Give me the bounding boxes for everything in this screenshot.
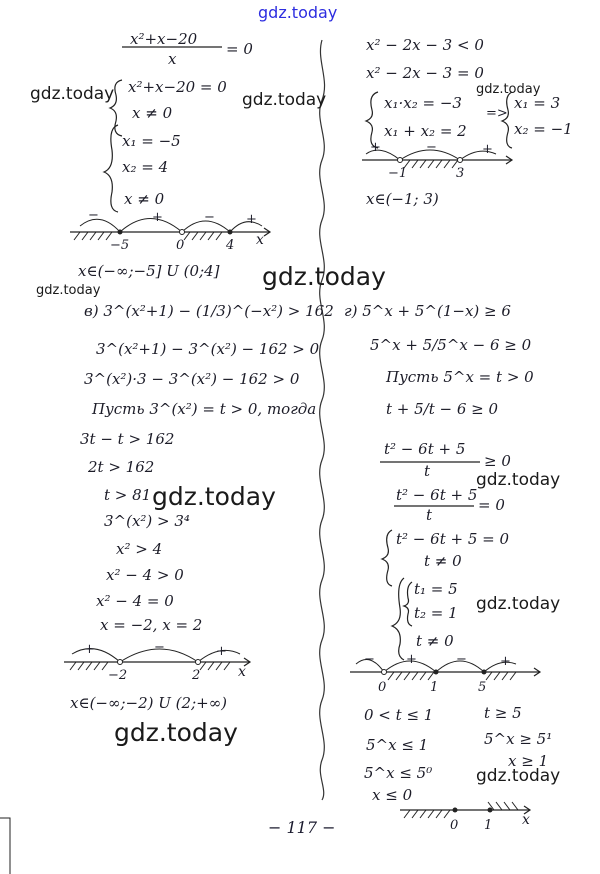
tick-label: −1: [388, 166, 408, 181]
fraction-rhs: ≥ 0: [484, 452, 511, 470]
tick-label: 4: [226, 238, 235, 253]
fraction-numerator: t² − 6t + 5: [396, 486, 478, 504]
system-line: t ≠ 0: [424, 552, 462, 570]
interval-arcs: [80, 219, 262, 233]
fraction-denominator: t: [424, 462, 431, 480]
sign-label: −: [456, 652, 467, 667]
root-line: x₁ = 3: [514, 94, 561, 112]
case-line: x ≤ 0: [372, 786, 413, 804]
equation-numerator: x²+x−20: [130, 30, 198, 48]
inequality: x² − 2x − 3 < 0: [366, 36, 484, 54]
hatching: [74, 232, 222, 240]
tick-label: 0: [176, 238, 185, 253]
sign-label: +: [216, 644, 227, 659]
system-line: t² − 6t + 5 = 0: [396, 530, 510, 548]
watermark: gdz.today: [262, 262, 386, 291]
watermark: gdz.today: [36, 283, 101, 298]
answer: x∈(−∞;−2) U (2;+∞): [70, 694, 228, 712]
hatching: [388, 672, 516, 680]
equation-denominator: x: [168, 50, 177, 68]
step-line: 5^x + 5/5^x − 6 ≥ 0: [370, 336, 532, 354]
step-line: x² − 4 = 0: [96, 592, 174, 610]
answer: x∈(−1; 3): [366, 190, 439, 208]
substitution-line: Пусть 5^x = t > 0: [386, 368, 534, 386]
tick-label: 1: [430, 680, 439, 695]
equation: x² − 2x − 3 = 0: [366, 64, 484, 82]
system-line: x²+x−20 = 0: [128, 78, 227, 96]
sign-label: −: [154, 640, 165, 655]
fraction-numerator: t² − 6t + 5: [384, 440, 466, 458]
step-line: 3t − t > 162: [80, 430, 175, 448]
case-line: 5^x ≤ 1: [366, 736, 429, 754]
problem-statement: в) 3^(x²+1) − (1/3)^(−x²) > 162: [84, 302, 334, 320]
sign-label: −: [88, 208, 99, 223]
tick-label: 5: [478, 680, 487, 695]
case-line: x ≥ 1: [508, 752, 549, 770]
step-line: t > 81: [104, 486, 152, 504]
sign-label: +: [246, 212, 257, 227]
page-number: − 117 −: [268, 818, 336, 837]
sign-label: +: [152, 210, 163, 225]
step-line: x² − 4 > 0: [106, 566, 184, 584]
vieta-line: x₁ + x₂ = 2: [384, 122, 467, 140]
hatching: [404, 160, 458, 168]
roots-line: x = −2, x = 2: [100, 616, 203, 634]
watermark-top: gdz.today: [258, 3, 338, 22]
fraction-rhs: = 0: [478, 496, 505, 514]
tick-label: −5: [110, 238, 130, 253]
problem-statement: г) 5^x + 5^(1−x) ≥ 6: [344, 302, 511, 320]
root-line: x₁ = −5: [122, 132, 181, 150]
column-divider: [320, 40, 325, 800]
sign-label: −: [364, 652, 375, 667]
system-brace: [104, 125, 118, 212]
step-line: x² > 4: [116, 540, 163, 558]
system-brace: [392, 578, 404, 660]
tick-label: 0: [450, 818, 459, 833]
watermark: gdz.today: [114, 718, 238, 747]
vieta-line: x₁·x₂ = −3: [384, 94, 462, 112]
hatching: [70, 662, 230, 670]
condition-line: t ≠ 0: [416, 632, 454, 650]
step-line: 3^(x²)·3 − 3^(x²) − 162 > 0: [84, 370, 300, 388]
tick-label: 1: [484, 818, 493, 833]
case-line: t ≥ 5: [484, 704, 522, 722]
tick-label: 2: [192, 668, 201, 683]
case-line: 0 < t ≤ 1: [364, 706, 434, 724]
sign-label: +: [406, 652, 417, 667]
condition-line: x ≠ 0: [124, 190, 165, 208]
watermark: gdz.today: [30, 84, 115, 104]
watermark: gdz.today: [476, 82, 541, 97]
step-line: t + 5/t − 6 ≥ 0: [386, 400, 499, 418]
watermark: gdz.today: [476, 594, 561, 614]
system-brace: [382, 530, 392, 586]
case-line: 5^x ≥ 5¹: [484, 730, 553, 748]
sign-label: +: [84, 642, 95, 657]
step-line: 2t > 162: [88, 458, 155, 476]
sign-label: +: [482, 142, 493, 157]
tick-label: 3: [456, 166, 465, 181]
root-line: t₁ = 5: [414, 580, 458, 598]
axis-var: x: [256, 232, 264, 248]
substitution-line: Пусть 3^(x²) = t > 0, тогда: [92, 400, 317, 418]
case-line: 5^x ≤ 5⁰: [364, 764, 433, 782]
answer: x∈(−∞;−5] U (0;4]: [78, 262, 220, 280]
implies: =>: [486, 106, 508, 121]
system-line: x ≠ 0: [132, 104, 173, 122]
watermark: gdz.today: [242, 90, 327, 110]
sign-label: −: [426, 140, 437, 155]
step-line: 3^(x²+1) − 3^(x²) − 162 > 0: [96, 340, 320, 358]
step-line: 3^(x²) > 3⁴: [104, 512, 190, 530]
fraction-denominator: t: [426, 506, 433, 524]
axis-var: x: [238, 664, 246, 680]
root-line: t₂ = 1: [414, 604, 458, 622]
equation-rhs: = 0: [226, 40, 253, 58]
sign-label: −: [204, 210, 215, 225]
watermark: gdz.today: [476, 766, 561, 786]
watermark: gdz.today: [152, 482, 276, 511]
tick-label: −2: [108, 668, 128, 683]
watermark: gdz.today: [476, 470, 561, 490]
system-brace: [404, 582, 412, 626]
root-line: x₂ = −1: [514, 120, 573, 138]
sign-label: +: [500, 654, 511, 669]
sign-label: +: [370, 140, 381, 155]
axis-var: x: [522, 812, 530, 828]
root-line: x₂ = 4: [122, 158, 169, 176]
tick-label: 0: [378, 680, 387, 695]
